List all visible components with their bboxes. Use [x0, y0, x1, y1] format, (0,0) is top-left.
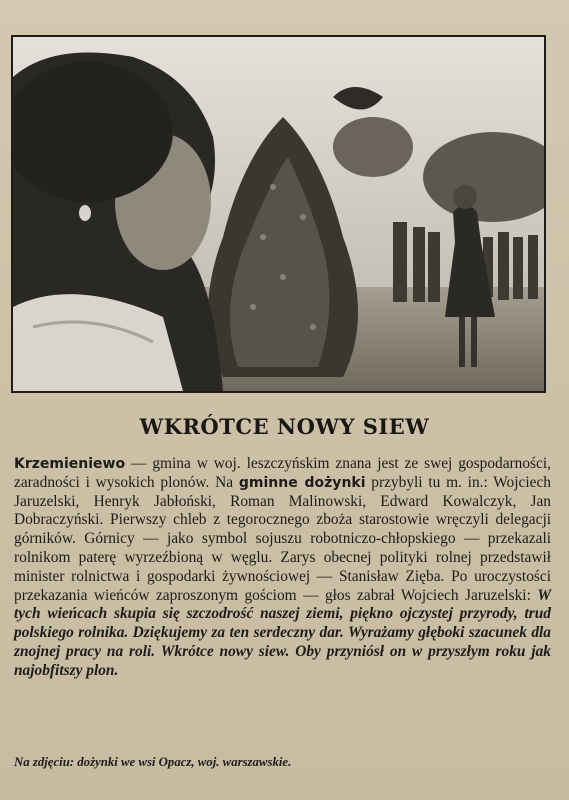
harvest-festival-photo	[11, 35, 546, 393]
event-term: gminne dożynki	[238, 474, 366, 491]
photo-illustration	[13, 37, 544, 391]
photo-caption: Na zdjęciu: dożynki we wsi Opacz, woj. warszawskie.	[14, 755, 292, 769]
article-intro: — gmina w woj. leszczyńskim znana jest ze swej gospodarności, zaradności i wysokich plonów. Na	[14, 455, 551, 491]
jaruzelski-quote: W tych wieńcach skupia się szczodrość naszej ziemi, piękno ojczystej przyrody, trud polskiego rolnika. Dziękujemy za ten serdeczny dar. Wyrażamy głęboki szacunek dla znojnej pracy na roli. Wkrótce nowy siew. Oby przyniósł on w przyszłym roku jak najobfitszy plon.	[14, 586, 551, 679]
lead-place: Krzemieniewo	[14, 456, 126, 472]
article-main-text: przybyli tu m. in.: Wojciech Jaruzelski, Henryk Jabłoński, Roman Malinowski, Edward Kowalczyk, Jan Dobraczyński. Pierwszy chleb z tegorocznego zboża starostowie wręczyli delegacji górników. Górnicy — jako symbol sojuszu robotniczo-chłopskiego — przekazali rolnikom paterę wyrzeźbioną w węglu. Zarys obecnej polityki rolnej przedstawił minister rolnictwa i gospodarki żywnościowej — Stanisław Zięba. Po uroczystości przekazania wieńców zaproszonym gościom — głos zabrał Wojciech Jaruzelski:	[14, 473, 551, 604]
article-headline: WKRÓTCE NOWY SIEW	[139, 414, 430, 439]
article-body	[14, 455, 551, 681]
